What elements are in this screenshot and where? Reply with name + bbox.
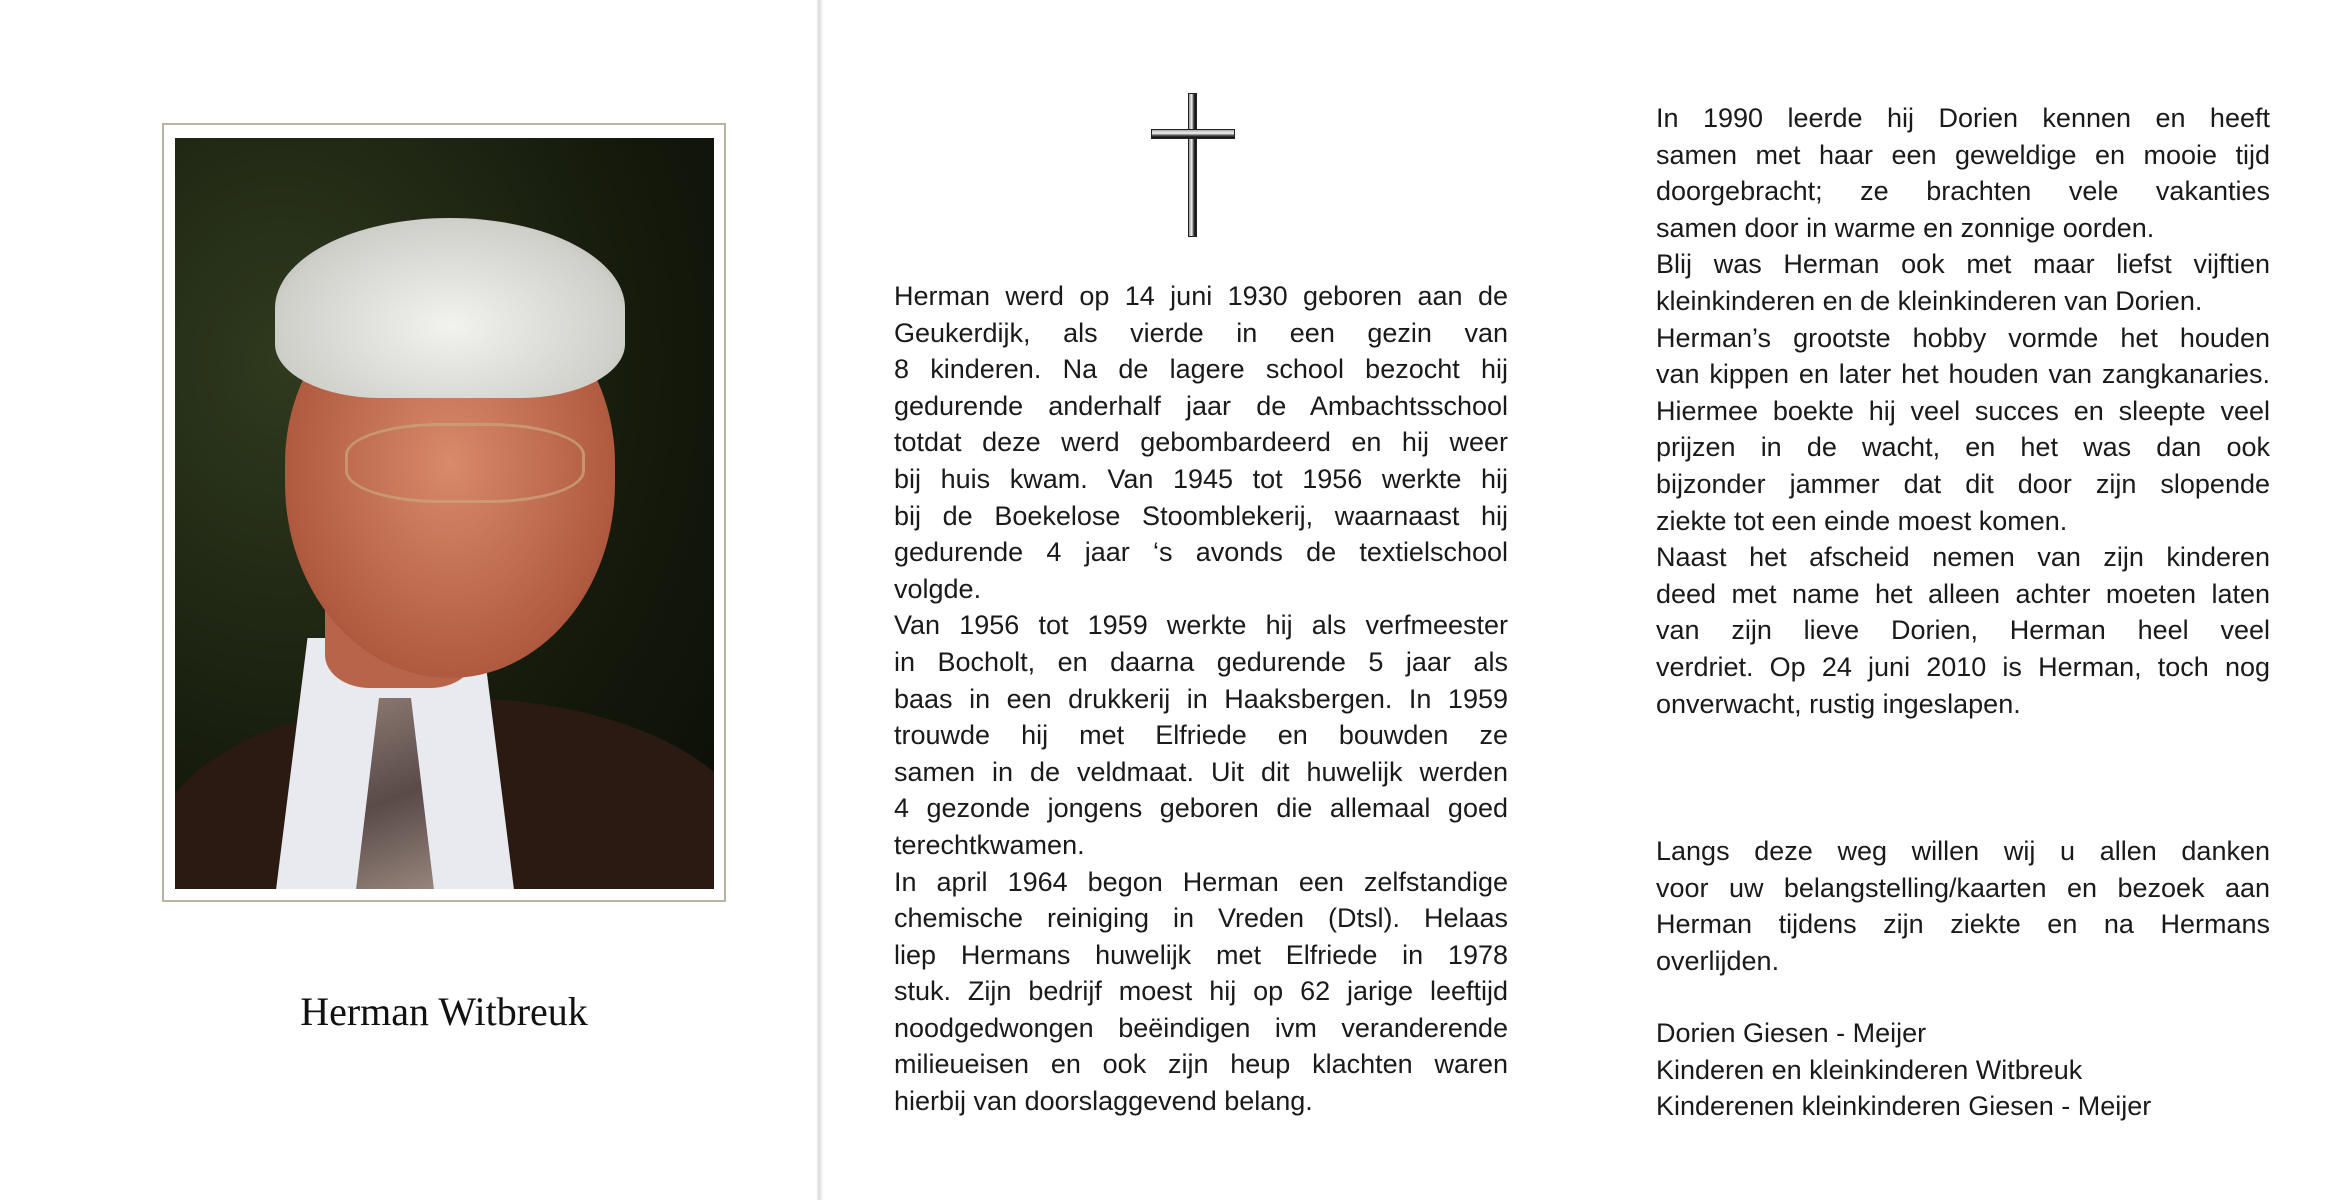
- text-line: trouwde hij met Elfriede en bouwden ze: [894, 720, 1508, 751]
- photo-hair: [275, 218, 625, 398]
- text-line: voor uw belangstelling/kaarten en bezoek aan: [1656, 872, 2270, 903]
- text-line: bij de Boekelose Stoomblekerij, waarnaast hij: [894, 500, 1508, 531]
- text-line: onverwacht, rustig ingeslapen.: [1656, 688, 2021, 719]
- cross-icon: [1151, 93, 1235, 237]
- text-line: Hiermee boekte hij veel succes en sleepte veel: [1656, 395, 2270, 426]
- text-line: bijzonder jammer dat dit door zijn slopende: [1656, 468, 2270, 499]
- text-line: Langs deze weg willen wij u allen danken: [1656, 836, 2270, 866]
- text-line: milieueisen en ook zijn heup klachten waren: [894, 1049, 1508, 1080]
- text-line: baas in een drukkerij in Haaksbergen. In 1959: [894, 683, 1508, 714]
- later-life-text: [1656, 100, 2270, 722]
- text-line: Dorien Giesen - Meijer: [1656, 1018, 1927, 1048]
- deceased-name: Herman Witbreuk: [300, 989, 588, 1034]
- cross-horizontal-beam: [1151, 129, 1235, 139]
- text-line: doorgebracht; ze brachten vele vakanties: [1656, 176, 2270, 207]
- text-line: van zijn lieve Dorien, Herman heel veel: [1656, 615, 2270, 646]
- portrait-photo: [175, 138, 714, 889]
- text-line: hierbij van doorslaggevend belang.: [894, 1086, 1313, 1117]
- text-line: kleinkinderen en de kleinkinderen van Dorien.: [1656, 285, 2203, 316]
- text-line: noodgedwongen beëindigen ivm veranderende: [894, 1012, 1508, 1043]
- text-line: chemische reiniging in Vreden (Dtsl). Helaas: [894, 903, 1508, 934]
- text-line: van kippen en later het houden van zangkanaries.: [1656, 359, 2270, 390]
- cross-vertical-beam: [1188, 93, 1197, 237]
- text-line: Kinderen en kleinkinderen Witbreuk: [1656, 1054, 2083, 1085]
- text-line: prijzen in de wacht, en het was dan ook: [1656, 432, 2270, 463]
- text-line: 8 kinderen. Na de lagere school bezocht hij: [894, 354, 1508, 385]
- text-line: samen door in warme en zonnige oorden.: [1656, 212, 2155, 243]
- text-line: Blij was Herman ook met maar liefst vijftien: [1656, 249, 2270, 280]
- photo-glasses: [345, 423, 585, 503]
- text-line: Kinderenen kleinkinderen Giesen - Meijer: [1656, 1091, 2152, 1122]
- text-line: bij huis kwam. Van 1945 tot 1956 werkte hij: [894, 463, 1508, 494]
- text-line: ziekte tot een einde moest komen.: [1656, 505, 2068, 536]
- text-line: overlijden.: [1656, 945, 1780, 976]
- text-line: Van 1956 tot 1959 werkte hij als verfmeester: [894, 610, 1508, 641]
- biography-text: [894, 278, 1508, 1120]
- text-line: Herman tijdens zijn ziekte en na Hermans: [1656, 909, 2270, 940]
- text-line: 4 gezonde jongens geboren die allemaal goed: [894, 793, 1508, 824]
- text-line: volgde.: [894, 573, 982, 604]
- text-line: Herman’s grootste hobby vormde het houden: [1656, 322, 2270, 353]
- text-line: terechtkwamen.: [894, 829, 1085, 860]
- text-line: stuk. Zijn bedrijf moest hij op 62 jarige leeftijd: [894, 976, 1508, 1007]
- signatures: [1656, 1015, 2270, 1125]
- text-line: Herman werd op 14 juni 1930 geboren aan de: [894, 281, 1508, 311]
- text-line: Naast het afscheid nemen van zijn kinderen: [1656, 542, 2270, 573]
- text-line: samen in de veldmaat. Uit dit huwelijk werden: [894, 756, 1508, 787]
- text-line: Geukerdijk, als vierde in een gezin van: [894, 317, 1508, 348]
- text-line: In april 1964 begon Herman een zelfstandige: [894, 866, 1508, 897]
- text-line: liep Hermans huwelijk met Elfriede in 1978: [894, 939, 1508, 970]
- text-line: gedurende anderhalf jaar de Ambachtsschool: [894, 390, 1508, 421]
- text-line: samen met haar een geweldige en mooie tijd: [1656, 139, 2270, 170]
- text-line: In 1990 leerde hij Dorien kennen en heeft: [1656, 103, 2270, 133]
- text-line: deed met name het alleen achter moeten laten: [1656, 578, 2270, 609]
- text-line: totdat deze werd gebombardeerd en hij weer: [894, 427, 1508, 458]
- card-fold-divider: [816, 0, 824, 1200]
- text-line: in Bocholt, en daarna gedurende 5 jaar als: [894, 646, 1508, 677]
- thanks-text: [1656, 833, 2270, 979]
- text-line: verdriet. Op 24 juni 2010 is Herman, toch nog: [1656, 651, 2270, 682]
- text-line: gedurende 4 jaar ‘s avonds de textielschool: [894, 537, 1508, 568]
